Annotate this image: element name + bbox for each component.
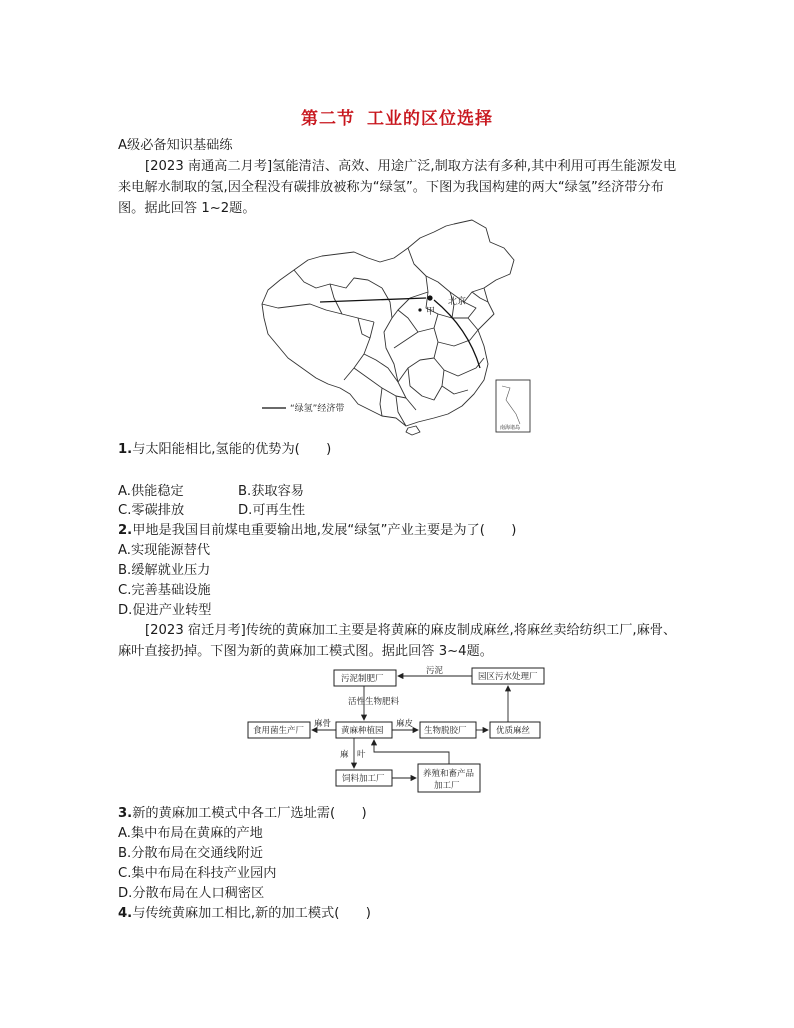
china-outline — [262, 220, 514, 426]
magu-label: 麻骨 — [314, 719, 332, 729]
question-4-number: 4. — [118, 906, 133, 921]
beijing-marker — [427, 295, 432, 300]
question-3-number: 3. — [118, 806, 133, 821]
livestock-plant-label-1: 养殖和畜产品 — [423, 769, 475, 779]
q1-option-d[interactable]: D.可再生性 — [238, 503, 306, 518]
section-number: 第二节 — [301, 109, 355, 129]
q1-option-a[interactable]: A.供能稳定 — [118, 484, 184, 499]
sludge-fertilizer-plant-label: 污泥制肥厂 — [341, 674, 384, 684]
question-2 — [118, 521, 516, 540]
hydrogen-belt-east — [434, 300, 480, 368]
feed-plant-label: 饲料加工厂 — [342, 774, 385, 784]
question-4-text: 与传统黄麻加工相比,新的加工模式( ) — [132, 906, 371, 921]
mapi-label: 麻皮 — [396, 719, 414, 729]
sludge-label: 污泥 — [426, 666, 444, 676]
jute-plantation-label: 黄麻种植园 — [341, 726, 384, 736]
jia-label: 甲 — [426, 307, 436, 317]
jia-marker — [418, 308, 421, 311]
jute-flow-diagram — [244, 664, 550, 798]
livestock-plant-label-2: 加工厂 — [434, 781, 460, 791]
hainan-island — [406, 426, 420, 435]
q2-option-c[interactable]: C.完善基础设施 — [118, 583, 211, 598]
degumming-plant-label: 生物脱胶厂 — [424, 726, 467, 736]
intro-paragraph-2: [2023 宿迁月考]传统的黄麻加工主要是将黄麻的麻皮制成麻丝,将麻丝卖给纺织工厂,麻骨、麻叶直接扔掉。下图为新的黄麻加工模式图。据此回答 3~4题。 — [118, 623, 677, 659]
sewage-plant-label: 园区污水处理厂 — [478, 672, 538, 682]
level-heading: A级必备知识基础练 — [118, 138, 233, 153]
question-3-text: 新的黄麻加工模式中各工厂选址需( ) — [132, 806, 367, 821]
legend-label: “绿氢”经济带 — [290, 404, 345, 414]
q3-option-d[interactable]: D.分散布局在人口稠密区 — [118, 886, 265, 901]
question-1-text: 与太阳能相比,氢能的优势为( ) — [132, 442, 332, 457]
arrow-livestock-loop — [374, 740, 449, 764]
q3-option-b[interactable]: B.分散布局在交通线附近 — [118, 846, 264, 861]
inset-label: 南海诸岛 — [500, 425, 521, 431]
hydrogen-belt-west — [320, 298, 426, 302]
section-name: 工业的区位选择 — [367, 109, 493, 129]
q2-option-a[interactable]: A.实现能源替代 — [118, 543, 211, 558]
question-2-number: 2. — [118, 523, 133, 538]
question-2-text: 甲地是我国目前煤电重要输出地,发展“绿氢”产业主要是为了( ) — [132, 523, 517, 538]
bio-fertilizer-label: 活性生物肥料 — [348, 697, 400, 707]
q3-option-c[interactable]: C.集中布局在科技产业园内 — [118, 866, 277, 881]
intro-paragraph-1: [2023 南通高二月考]氢能清洁、高效、用途广泛,制取方法有多种,其中利用可再生能源发电来电解水制取的氢,因全程没有碳排放被称为“绿氢”。下图为我国构建的两大“绿氢”经济带分布图。据此回答 1~2题。 — [118, 159, 677, 216]
section-title — [0, 104, 794, 129]
green-hydrogen-map — [258, 218, 534, 436]
question-3 — [118, 804, 367, 823]
maye-label: 麻 叶 — [340, 750, 366, 760]
question-1-number: 1. — [118, 442, 133, 457]
q2-option-d[interactable]: D.促进产业转型 — [118, 603, 212, 618]
q3-option-a[interactable]: A.集中布局在黄麻的产地 — [118, 826, 263, 841]
q1-option-b[interactable]: B.获取容易 — [238, 484, 304, 499]
q2-option-b[interactable]: B.缓解就业压力 — [118, 563, 211, 578]
question-1 — [118, 440, 331, 459]
quality-fiber-label: 优质麻丝 — [496, 726, 531, 736]
q1-option-c[interactable]: C.零碳排放 — [118, 503, 185, 518]
question-4 — [118, 904, 371, 923]
mushroom-plant-label: 食用菌生产厂 — [253, 726, 305, 736]
beijing-label: 北京 — [448, 297, 467, 307]
